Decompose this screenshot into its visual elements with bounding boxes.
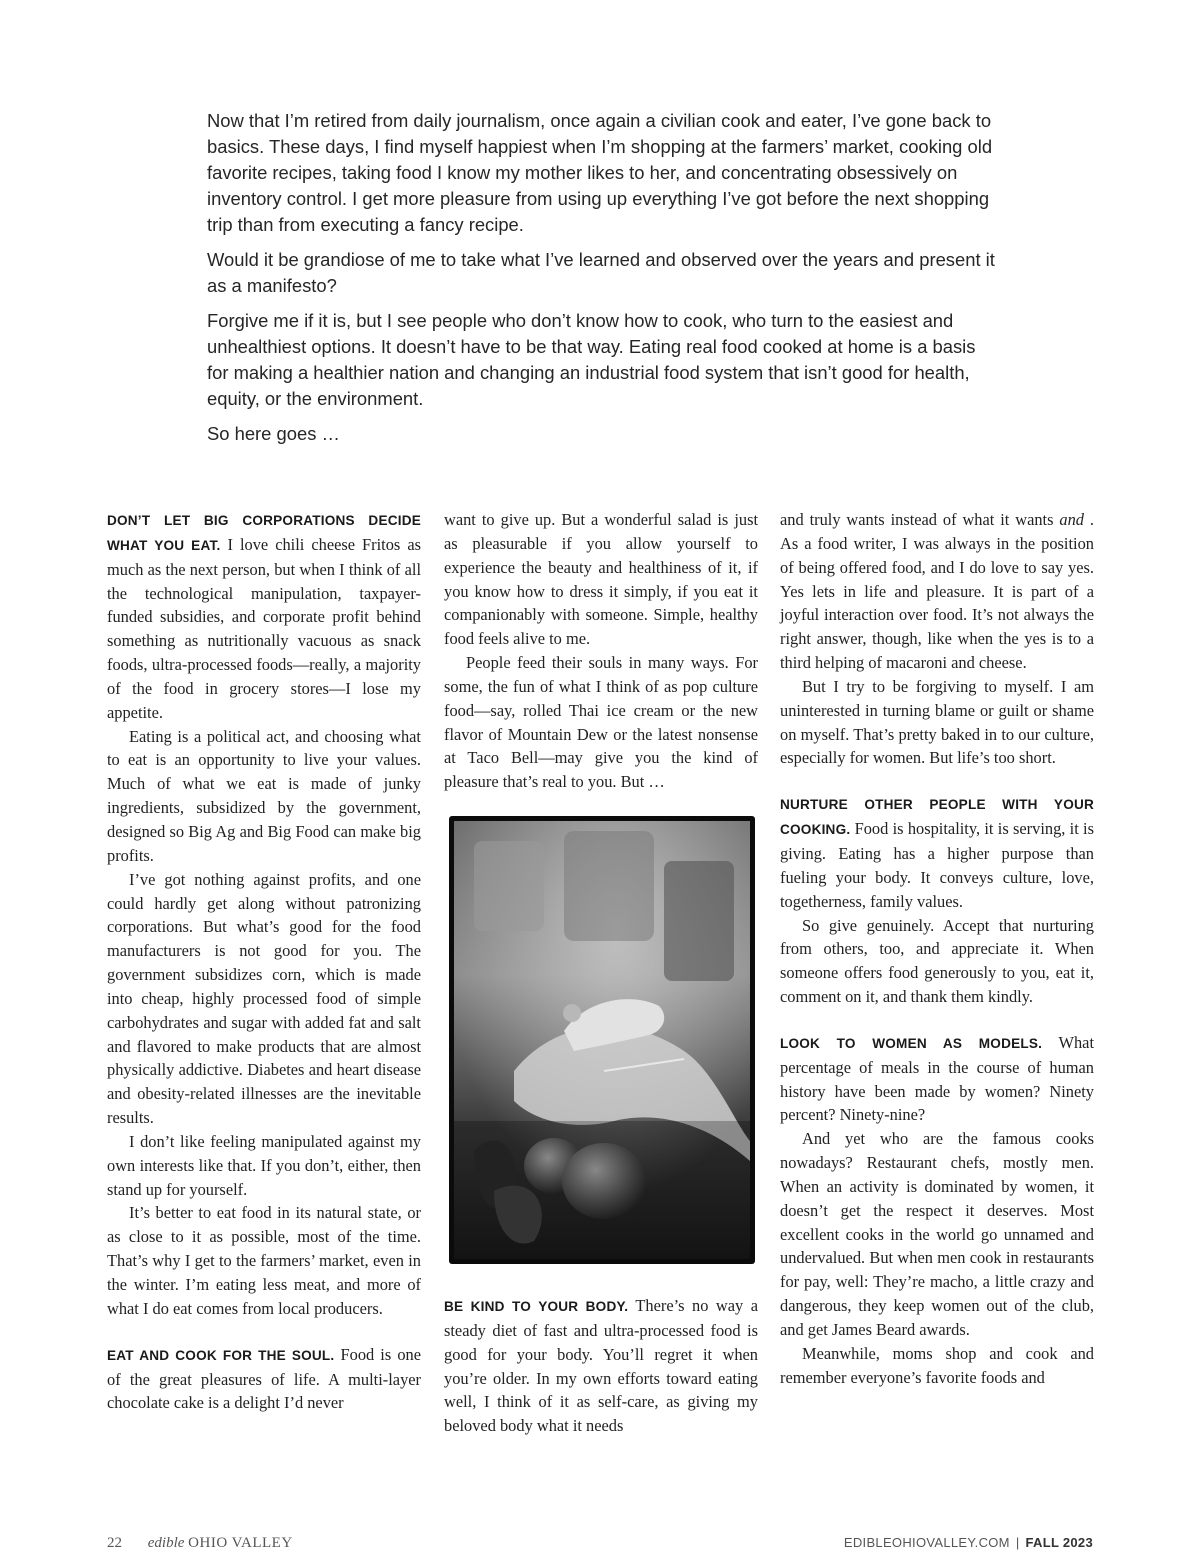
section-paragraph [444, 1294, 758, 1438]
article-column-3 [780, 508, 1094, 1390]
section-heading: EAT AND COOK FOR THE SOUL. [107, 1347, 335, 1363]
intro-paragraph: Forgive me if it is, but I see people who don’t know how to cook, who turn to the easiest and unhealthiest options. It doesn’t have to be that way. Eating real food cooked at home is a basis for making a healthier nation and changing an industrial food system that isn’t good for health, equity, or the environment. [207, 310, 976, 409]
section-paragraph [780, 792, 1094, 913]
article-column-2-bottom [444, 1294, 758, 1438]
page-number: 22 [107, 1535, 122, 1551]
body-paragraph: So give genuinely. Accept that nurturing from others, too, and appreciate it. When someone offers food generously to you, eat it, comment on it, and thank them kindly. [780, 915, 1094, 1007]
magazine-brand: edible [147, 1535, 185, 1551]
body-paragraph: It’s better to eat food in its natural state, or as close to it as possible, most of the time. That’s why I get to the farmers’ market, even in the winter. I’m eating less meat, and more of what I do eat comes from local producers. [107, 1203, 421, 1318]
section-heading: LOOK TO WOMEN AS MODELS. [780, 1035, 1043, 1051]
intro-paragraph: Now that I’m retired from daily journalism, once again a civilian cook and eater, I’ve gone back to basics. These days, I find myself happiest when I’m shopping at the farmers’ market, cooking old favorite recipes, taking food I know my mother likes to her, and concentrating obsessively on inventory control. I get more pleasure from using up everything I’ve got before the next shopping trip than from executing a fancy recipe. [207, 110, 993, 235]
section-lead-text: Food is hospitality, it is serving, it is giving. Eating has a higher purpose than fueling your body. It conveys culture, love, togetherness, family values. [780, 819, 1094, 911]
body-paragraph: Meanwhile, moms shop and cook and remember everyone’s favorite foods and [780, 1343, 1094, 1387]
article-column-1 [107, 508, 421, 1415]
article-column-2 [444, 508, 758, 794]
intro-paragraph: Would it be grandiose of me to take what I’ve learned and observed over the years and present it as a manifesto? [207, 249, 995, 296]
website-url: EDIBLEOHIOVALLEY.COM [843, 1535, 1010, 1550]
section-paragraph [780, 1031, 1094, 1127]
section-paragraph [107, 1343, 421, 1416]
text-run: . As a food writer, I was always in the position of being offered food, and I do love to say yes. Yes lets in life and pleasure. It is part of a joyful interaction over food. It’s not always the right answer, though, like when the yes is to a third helping of macaroni and cheese. [780, 510, 1094, 673]
body-paragraph: I’ve got nothing against profits, and one could hardly get along without patronizing corporations. But what’s good for the food manufacturers is not good for you. The government subsidizes corn, which is made into cheap, highly processed food of simple carbohydrates and sugar with added fat and salt and flavored to make products that are almost physically addictive. Diabetes and heart disease and obesity-related illnesses are the inevitable results. [107, 869, 421, 1128]
body-paragraph: Eating is a political act, and choosing what to eat is an opportunity to live your values. Much of what we eat is made of junky ingredients, subsidized by the government, designed so Big Ag and Big Food can make big profits. [107, 726, 421, 865]
section-heading: BE KIND TO YOUR BODY. [444, 1299, 629, 1314]
section-heading: NURTURE OTHER PEOPLE WITH YOUR COOKING. [780, 797, 1094, 838]
section-lead-text: I love chili cheese Fritos as much as the next person, but when I think of all the technological manipulation, taxpayer-funded subsidies, and corporate profit behind something as nutritionally vacuous as snack foods, ultra-processed foods—really, a majority of the food in grocery stores—I lose my appetite. [107, 534, 421, 722]
text-run: and truly wants instead of what it wants [780, 510, 1060, 529]
section-heading: DON’T LET BIG CORPORATIONS DECIDE WHAT YOU EAT. [107, 513, 421, 553]
emphasis-text: and [1059, 510, 1084, 529]
footer-separator: | [1015, 1535, 1020, 1550]
intro-text [207, 108, 997, 456]
section-lead-text: There’s no way a steady diet of fast and ultra-processed food is good for your body. You’ll regret it when you’re older. In my own efforts toward eating well, I think of it as self-care, as giving my beloved body what it needs [444, 1296, 758, 1436]
photo-illustration [454, 821, 750, 1259]
body-paragraph [780, 508, 1094, 675]
body-paragraph: People feed their souls in many ways. For some, the fun of what I think of as pop culture food—say, rolled Thai ice cream or the new flavor of Mountain Dew or the latest nonsense at Taco Bell—may give you the kind of pleasure that’s real to you. But … [444, 653, 758, 792]
body-paragraph: I don’t like feeling manipulated against my own interests like that. If you don’t, either, then stand up for yourself. [107, 1131, 421, 1199]
magazine-region: OHIO VALLEY [188, 1535, 293, 1551]
body-paragraph: want to give up. But a wonderful salad is just as pleasurable if you allow yourself to experience the beauty and healthiness of it, if you know how to dress it simply, if you eat it companionably with someone. Simple, healthy food feels alive to me. [444, 510, 758, 649]
footer-left [107, 1535, 293, 1552]
issue-season: FALL 2023 [1025, 1535, 1093, 1550]
footer-right [844, 1535, 1093, 1550]
body-paragraph: And yet who are the famous cooks nowadays? Restaurant chefs, mostly men. When an activity is dominated by women, it doesn’t get the respect it deserves. Most excellent cooks in the world go unnamed and undervalued. But when men cook in restaurants for pay, well: They’re macho, a little crazy and dangerous, they keep women out of the club, and get James Beard awards. [780, 1129, 1094, 1339]
section-lead-text: What percentage of meals in the course of human history have been made by women? Ninety percent? Ninety-nine? [780, 1032, 1094, 1125]
page-footer [107, 1535, 1093, 1555]
intro-paragraph: So here goes … [207, 423, 340, 444]
body-paragraph: But I try to be forgiving to myself. I am uninterested in turning blame or guilt or shame on myself. That’s pretty baked in to our culture, especially for women. But life’s too short. [780, 676, 1094, 768]
section-paragraph [107, 508, 421, 725]
section-lead-text: Food is one of the great pleasures of life. A multi-layer chocolate cake is a delight I’d never [107, 1344, 421, 1413]
photo-hands-seasoning [449, 816, 755, 1264]
